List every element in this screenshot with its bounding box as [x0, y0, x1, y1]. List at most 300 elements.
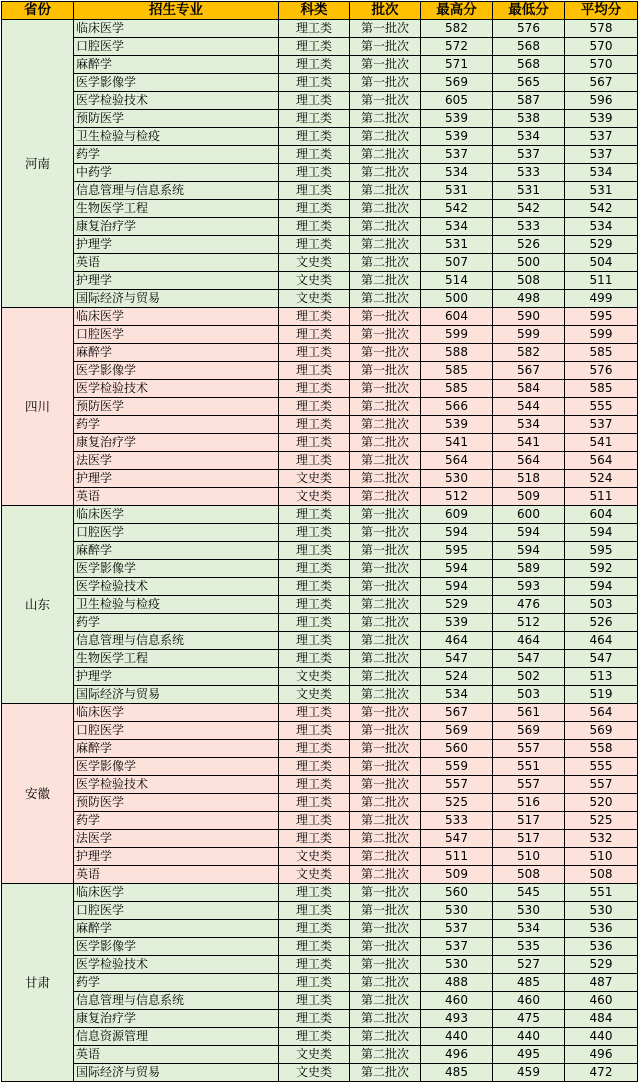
avg-score-cell: 537 — [565, 128, 638, 146]
table-row — [2, 758, 638, 776]
max-score-cell: 559 — [421, 758, 493, 776]
max-score-cell: 500 — [421, 290, 493, 308]
batch-cell: 第二批次 — [350, 812, 421, 830]
avg-score-cell: 524 — [565, 470, 638, 488]
major-cell: 医学影像学 — [74, 560, 279, 578]
max-score-cell: 537 — [421, 938, 493, 956]
max-score-cell: 539 — [421, 128, 493, 146]
max-score-cell: 460 — [421, 992, 493, 1010]
major-cell: 麻醉学 — [74, 56, 279, 74]
table-row — [2, 236, 638, 254]
batch-cell: 第二批次 — [350, 398, 421, 416]
major-cell: 生物医学工程 — [74, 650, 279, 668]
min-score-cell: 587 — [493, 92, 565, 110]
batch-cell: 第二批次 — [350, 434, 421, 452]
major-cell: 英语 — [74, 1046, 279, 1064]
category-cell: 理工类 — [279, 434, 350, 452]
max-score-cell: 507 — [421, 254, 493, 272]
major-cell: 医学检验技术 — [74, 380, 279, 398]
min-score-cell: 564 — [493, 452, 565, 470]
category-cell: 文史类 — [279, 1064, 350, 1082]
avg-score-cell: 510 — [565, 848, 638, 866]
max-score-cell: 560 — [421, 740, 493, 758]
batch-cell: 第一批次 — [350, 704, 421, 722]
max-score-cell: 539 — [421, 110, 493, 128]
batch-cell: 第二批次 — [350, 632, 421, 650]
avg-score-cell: 604 — [565, 506, 638, 524]
avg-score-cell: 503 — [565, 596, 638, 614]
category-cell: 理工类 — [279, 1028, 350, 1046]
max-score-cell: 604 — [421, 308, 493, 326]
major-cell: 医学影像学 — [74, 758, 279, 776]
max-score-cell: 529 — [421, 596, 493, 614]
table-row — [2, 578, 638, 596]
table-row — [2, 830, 638, 848]
min-score-cell: 593 — [493, 578, 565, 596]
max-score-cell: 440 — [421, 1028, 493, 1046]
major-cell: 药学 — [74, 416, 279, 434]
category-cell: 理工类 — [279, 344, 350, 362]
major-cell: 麻醉学 — [74, 740, 279, 758]
major-cell: 预防医学 — [74, 110, 279, 128]
batch-cell: 第二批次 — [350, 650, 421, 668]
max-score-cell: 542 — [421, 200, 493, 218]
avg-score-cell: 596 — [565, 92, 638, 110]
table-row — [2, 992, 638, 1010]
category-cell: 文史类 — [279, 1046, 350, 1064]
min-score-cell: 599 — [493, 326, 565, 344]
category-cell: 理工类 — [279, 506, 350, 524]
avg-score-cell: 529 — [565, 236, 638, 254]
major-cell: 信息管理与信息系统 — [74, 182, 279, 200]
min-score-cell: 542 — [493, 200, 565, 218]
avg-score-cell: 499 — [565, 290, 638, 308]
major-cell: 口腔医学 — [74, 902, 279, 920]
major-cell: 英语 — [74, 866, 279, 884]
batch-cell: 第一批次 — [350, 542, 421, 560]
avg-score-cell: 578 — [565, 20, 638, 38]
avg-score-cell: 511 — [565, 488, 638, 506]
admission-scores-table — [1, 1, 638, 1082]
avg-score-cell: 536 — [565, 938, 638, 956]
batch-cell: 第一批次 — [350, 344, 421, 362]
avg-score-cell: 555 — [565, 398, 638, 416]
batch-cell: 第一批次 — [350, 740, 421, 758]
province-cell: 河南 — [2, 20, 74, 308]
category-cell: 理工类 — [279, 704, 350, 722]
max-score-cell: 594 — [421, 560, 493, 578]
category-cell: 理工类 — [279, 164, 350, 182]
table-row — [2, 884, 638, 902]
category-cell: 理工类 — [279, 74, 350, 92]
major-cell: 国际经济与贸易 — [74, 1064, 279, 1082]
table-row — [2, 470, 638, 488]
batch-cell: 第一批次 — [350, 380, 421, 398]
category-cell: 理工类 — [279, 812, 350, 830]
category-cell: 文史类 — [279, 848, 350, 866]
min-score-cell: 545 — [493, 884, 565, 902]
avg-score-cell: 460 — [565, 992, 638, 1010]
max-score-cell: 582 — [421, 20, 493, 38]
min-score-cell: 533 — [493, 164, 565, 182]
table-row — [2, 218, 638, 236]
batch-cell: 第二批次 — [350, 830, 421, 848]
major-cell: 口腔医学 — [74, 524, 279, 542]
major-cell: 药学 — [74, 614, 279, 632]
table-row — [2, 524, 638, 542]
max-score-cell: 534 — [421, 164, 493, 182]
avg-score-cell: 599 — [565, 326, 638, 344]
batch-cell: 第一批次 — [350, 74, 421, 92]
batch-cell: 第二批次 — [350, 1046, 421, 1064]
avg-score-cell: 511 — [565, 272, 638, 290]
major-cell: 法医学 — [74, 452, 279, 470]
max-score-cell: 569 — [421, 74, 493, 92]
category-cell: 理工类 — [279, 218, 350, 236]
min-score-cell: 547 — [493, 650, 565, 668]
avg-score-cell: 440 — [565, 1028, 638, 1046]
category-cell: 文史类 — [279, 290, 350, 308]
min-score-cell: 569 — [493, 722, 565, 740]
category-cell: 理工类 — [279, 542, 350, 560]
min-score-cell: 512 — [493, 614, 565, 632]
max-score-cell: 595 — [421, 542, 493, 560]
batch-cell: 第一批次 — [350, 524, 421, 542]
batch-cell: 第一批次 — [350, 722, 421, 740]
avg-score-cell: 484 — [565, 1010, 638, 1028]
max-score-cell: 585 — [421, 380, 493, 398]
table-row — [2, 974, 638, 992]
max-score-cell: 539 — [421, 416, 493, 434]
table-row — [2, 56, 638, 74]
table-row — [2, 308, 638, 326]
avg-score-cell: 519 — [565, 686, 638, 704]
province-cell: 山东 — [2, 506, 74, 704]
min-score-cell: 551 — [493, 758, 565, 776]
min-score-cell: 508 — [493, 866, 565, 884]
category-cell: 理工类 — [279, 416, 350, 434]
major-cell: 康复治疗学 — [74, 1010, 279, 1028]
batch-cell: 第一批次 — [350, 920, 421, 938]
avg-score-cell: 551 — [565, 884, 638, 902]
table-row — [2, 362, 638, 380]
batch-cell: 第一批次 — [350, 38, 421, 56]
min-score-cell: 537 — [493, 146, 565, 164]
min-score-cell: 440 — [493, 1028, 565, 1046]
category-cell: 理工类 — [279, 20, 350, 38]
min-score-cell: 600 — [493, 506, 565, 524]
min-score-cell: 582 — [493, 344, 565, 362]
category-cell: 理工类 — [279, 92, 350, 110]
batch-cell: 第二批次 — [350, 794, 421, 812]
category-cell: 理工类 — [279, 146, 350, 164]
avg-score-cell: 594 — [565, 578, 638, 596]
major-cell: 护理学 — [74, 272, 279, 290]
header-row — [2, 2, 638, 20]
major-cell: 护理学 — [74, 668, 279, 686]
max-score-cell: 537 — [421, 146, 493, 164]
batch-cell: 第二批次 — [350, 254, 421, 272]
table-row — [2, 902, 638, 920]
min-score-cell: 531 — [493, 182, 565, 200]
avg-score-cell: 496 — [565, 1046, 638, 1064]
province-cell: 四川 — [2, 308, 74, 506]
max-score-cell: 524 — [421, 668, 493, 686]
major-cell: 临床医学 — [74, 704, 279, 722]
category-cell: 理工类 — [279, 560, 350, 578]
major-cell: 法医学 — [74, 830, 279, 848]
table-row — [2, 128, 638, 146]
category-cell: 理工类 — [279, 632, 350, 650]
max-score-cell: 534 — [421, 686, 493, 704]
batch-cell: 第二批次 — [350, 668, 421, 686]
max-score-cell: 496 — [421, 1046, 493, 1064]
min-score-cell: 589 — [493, 560, 565, 578]
avg-score-cell: 595 — [565, 308, 638, 326]
category-cell: 理工类 — [279, 794, 350, 812]
max-score-cell: 541 — [421, 434, 493, 452]
max-score-cell: 530 — [421, 956, 493, 974]
major-cell: 麻醉学 — [74, 920, 279, 938]
max-score-cell: 539 — [421, 614, 493, 632]
table-row — [2, 812, 638, 830]
table-row — [2, 326, 638, 344]
major-cell: 康复治疗学 — [74, 218, 279, 236]
major-cell: 口腔医学 — [74, 722, 279, 740]
major-cell: 医学影像学 — [74, 74, 279, 92]
avg-score-cell: 529 — [565, 956, 638, 974]
max-score-cell: 530 — [421, 470, 493, 488]
max-score-cell: 605 — [421, 92, 493, 110]
table-row — [2, 344, 638, 362]
avg-score-cell: 531 — [565, 182, 638, 200]
min-score-cell: 517 — [493, 830, 565, 848]
min-score-cell: 594 — [493, 524, 565, 542]
avg-score-cell: 513 — [565, 668, 638, 686]
max-score-cell: 537 — [421, 920, 493, 938]
min-score-cell: 561 — [493, 704, 565, 722]
min-score-cell: 500 — [493, 254, 565, 272]
min-score-cell: 541 — [493, 434, 565, 452]
major-cell: 生物医学工程 — [74, 200, 279, 218]
avg-score-cell: 536 — [565, 920, 638, 938]
category-cell: 理工类 — [279, 758, 350, 776]
min-score-cell: 530 — [493, 902, 565, 920]
table-row — [2, 848, 638, 866]
batch-cell: 第一批次 — [350, 92, 421, 110]
batch-cell: 第二批次 — [350, 992, 421, 1010]
max-score-cell: 594 — [421, 578, 493, 596]
table-row — [2, 380, 638, 398]
category-cell: 理工类 — [279, 938, 350, 956]
table-row — [2, 272, 638, 290]
max-score-cell: 464 — [421, 632, 493, 650]
batch-cell: 第二批次 — [350, 128, 421, 146]
major-cell: 临床医学 — [74, 506, 279, 524]
avg-score-cell: 520 — [565, 794, 638, 812]
major-cell: 药学 — [74, 974, 279, 992]
table-row — [2, 560, 638, 578]
batch-cell: 第二批次 — [350, 596, 421, 614]
batch-cell: 第一批次 — [350, 560, 421, 578]
table-row — [2, 938, 638, 956]
category-cell: 理工类 — [279, 974, 350, 992]
table-row — [2, 200, 638, 218]
major-cell: 医学影像学 — [74, 938, 279, 956]
min-score-cell: 565 — [493, 74, 565, 92]
category-cell: 理工类 — [279, 200, 350, 218]
avg-score-cell: 594 — [565, 524, 638, 542]
max-score-cell: 514 — [421, 272, 493, 290]
batch-cell: 第一批次 — [350, 56, 421, 74]
avg-score-cell: 539 — [565, 110, 638, 128]
avg-score-cell: 537 — [565, 146, 638, 164]
category-cell: 理工类 — [279, 236, 350, 254]
table-row — [2, 1046, 638, 1064]
category-cell: 理工类 — [279, 578, 350, 596]
min-score-cell: 510 — [493, 848, 565, 866]
category-cell: 理工类 — [279, 902, 350, 920]
major-cell: 口腔医学 — [74, 326, 279, 344]
min-score-cell: 518 — [493, 470, 565, 488]
category-cell: 文史类 — [279, 470, 350, 488]
category-cell: 理工类 — [279, 1010, 350, 1028]
major-cell: 国际经济与贸易 — [74, 686, 279, 704]
table-row — [2, 542, 638, 560]
table-row — [2, 20, 638, 38]
max-score-cell: 530 — [421, 902, 493, 920]
major-cell: 医学影像学 — [74, 362, 279, 380]
batch-cell: 第二批次 — [350, 272, 421, 290]
min-score-cell: 517 — [493, 812, 565, 830]
min-score-cell: 527 — [493, 956, 565, 974]
batch-cell: 第二批次 — [350, 164, 421, 182]
avg-score-cell: 534 — [565, 164, 638, 182]
header-category: 科类 — [279, 2, 350, 20]
table-row — [2, 110, 638, 128]
batch-cell: 第二批次 — [350, 236, 421, 254]
min-score-cell: 533 — [493, 218, 565, 236]
max-score-cell: 594 — [421, 524, 493, 542]
major-cell: 医学检验技术 — [74, 92, 279, 110]
table-body — [2, 20, 638, 1082]
min-score-cell: 464 — [493, 632, 565, 650]
major-cell: 预防医学 — [74, 794, 279, 812]
major-cell: 预防医学 — [74, 398, 279, 416]
min-score-cell: 557 — [493, 776, 565, 794]
table-row — [2, 740, 638, 758]
max-score-cell: 560 — [421, 884, 493, 902]
province-cell: 安徽 — [2, 704, 74, 884]
batch-cell: 第二批次 — [350, 614, 421, 632]
batch-cell: 第二批次 — [350, 974, 421, 992]
avg-score-cell: 504 — [565, 254, 638, 272]
category-cell: 理工类 — [279, 38, 350, 56]
max-score-cell: 547 — [421, 650, 493, 668]
major-cell: 信息管理与信息系统 — [74, 632, 279, 650]
table-row — [2, 614, 638, 632]
major-cell: 医学检验技术 — [74, 776, 279, 794]
category-cell: 理工类 — [279, 920, 350, 938]
min-score-cell: 584 — [493, 380, 565, 398]
min-score-cell: 544 — [493, 398, 565, 416]
min-score-cell: 538 — [493, 110, 565, 128]
category-cell: 理工类 — [279, 452, 350, 470]
min-score-cell: 576 — [493, 20, 565, 38]
min-score-cell: 503 — [493, 686, 565, 704]
category-cell: 理工类 — [279, 740, 350, 758]
min-score-cell: 534 — [493, 920, 565, 938]
category-cell: 文史类 — [279, 668, 350, 686]
province-cell: 甘肃 — [2, 884, 74, 1082]
batch-cell: 第二批次 — [350, 1028, 421, 1046]
category-cell: 理工类 — [279, 884, 350, 902]
avg-score-cell: 555 — [565, 758, 638, 776]
category-cell: 理工类 — [279, 362, 350, 380]
batch-cell: 第一批次 — [350, 776, 421, 794]
avg-score-cell: 576 — [565, 362, 638, 380]
max-score-cell: 525 — [421, 794, 493, 812]
major-cell: 信息资源管理 — [74, 1028, 279, 1046]
batch-cell: 第一批次 — [350, 326, 421, 344]
min-score-cell: 516 — [493, 794, 565, 812]
avg-score-cell: 530 — [565, 902, 638, 920]
header-province: 省份 — [2, 2, 74, 20]
category-cell: 理工类 — [279, 596, 350, 614]
min-score-cell: 568 — [493, 38, 565, 56]
avg-score-cell: 525 — [565, 812, 638, 830]
avg-score-cell: 570 — [565, 38, 638, 56]
avg-score-cell: 570 — [565, 56, 638, 74]
table-row — [2, 416, 638, 434]
avg-score-cell: 534 — [565, 218, 638, 236]
batch-cell: 第一批次 — [350, 956, 421, 974]
min-score-cell: 459 — [493, 1064, 565, 1082]
major-cell: 英语 — [74, 254, 279, 272]
avg-score-cell: 557 — [565, 776, 638, 794]
max-score-cell: 571 — [421, 56, 493, 74]
batch-cell: 第一批次 — [350, 20, 421, 38]
table-row — [2, 650, 638, 668]
max-score-cell: 485 — [421, 1064, 493, 1082]
min-score-cell: 557 — [493, 740, 565, 758]
major-cell: 护理学 — [74, 236, 279, 254]
category-cell: 文史类 — [279, 272, 350, 290]
category-cell: 理工类 — [279, 524, 350, 542]
avg-score-cell: 537 — [565, 416, 638, 434]
batch-cell: 第二批次 — [350, 452, 421, 470]
max-score-cell: 609 — [421, 506, 493, 524]
min-score-cell: 495 — [493, 1046, 565, 1064]
avg-score-cell: 585 — [565, 380, 638, 398]
max-score-cell: 531 — [421, 182, 493, 200]
table-row — [2, 794, 638, 812]
table-row — [2, 920, 638, 938]
max-score-cell: 509 — [421, 866, 493, 884]
table-row — [2, 92, 638, 110]
major-cell: 药学 — [74, 812, 279, 830]
avg-score-cell: 564 — [565, 704, 638, 722]
batch-cell: 第一批次 — [350, 884, 421, 902]
category-cell: 理工类 — [279, 614, 350, 632]
major-cell: 临床医学 — [74, 884, 279, 902]
min-score-cell: 535 — [493, 938, 565, 956]
header-batch: 批次 — [350, 2, 421, 20]
batch-cell: 第一批次 — [350, 758, 421, 776]
category-cell: 文史类 — [279, 488, 350, 506]
table-row — [2, 776, 638, 794]
batch-cell: 第二批次 — [350, 182, 421, 200]
